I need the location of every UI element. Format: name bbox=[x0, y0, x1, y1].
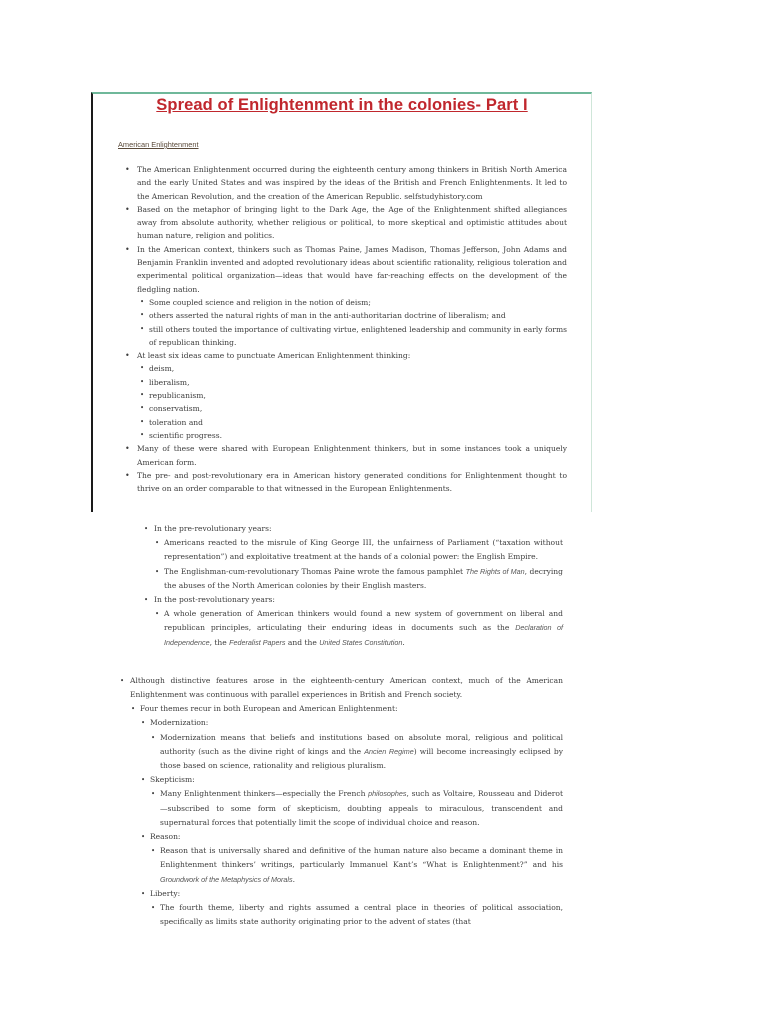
list-item bbox=[154, 607, 563, 650]
sub-list bbox=[154, 607, 563, 650]
list-item: • The pre- and post-revolutionary era in American history generated conditions for Enlightenment thought to thrive on an order comparable to that witnessed in the European Enlightenments. bbox=[119, 469, 567, 496]
list-item bbox=[154, 565, 563, 593]
list-item: • conservatism, bbox=[138, 402, 567, 415]
list-item bbox=[142, 593, 563, 650]
list-item-text: Modernization means that beliefs and institutions based on absolute moral, religious and political authority (such as the divine right of kings and the bbox=[160, 732, 563, 756]
list-item bbox=[150, 787, 563, 830]
list-item: • still others touted the importance of cultivating virtue, enlightened leadership and community in early forms of republican thinking. bbox=[138, 323, 567, 350]
section-heading: American Enlightenment bbox=[118, 140, 199, 149]
list-item: • Many of these were shared with European Enlightenment thinkers, but in some instances took a uniquely American form. bbox=[119, 442, 567, 469]
list-item bbox=[140, 830, 563, 887]
list-item-text: In the American context, thinkers such as Thomas Paine, James Madison, Thomas Jefferson, John Adams and Benjamin Franklin invented and adopted revolutionary ideas about scientific rationality, religious toleration and experimental political organization—ideas that would have far-reaching effects on the development of the fledgling nation. bbox=[137, 244, 567, 294]
sub-list bbox=[150, 844, 563, 887]
list-item bbox=[140, 716, 563, 773]
list-item-text: , such as Voltaire, Rousseau and Diderot—subscribed to some form of skepticism, doubting appeals to miraculous, transcendent and supernatural forces that potentially limit the scope of individual choice and reason. bbox=[160, 789, 563, 827]
list-item bbox=[150, 901, 563, 929]
list-item-text: Modernization: bbox=[150, 718, 209, 728]
list-item-text: In the post-revolutionary years: bbox=[154, 595, 275, 605]
sub-list bbox=[150, 901, 563, 929]
slide-part-2 bbox=[118, 514, 568, 934]
sub-list bbox=[130, 702, 563, 929]
list-item-text: , the bbox=[209, 637, 230, 647]
list-item bbox=[119, 243, 567, 349]
list-item-text: The fourth theme, liberty and rights assumed a central place in theories of political association, specifically as limits state authority originating prior to the advent of states (that bbox=[160, 903, 563, 927]
list-item-text: , decrying the abuses of the North American colonies by their English masters. bbox=[164, 566, 563, 590]
list-item-text: In the pre-revolutionary years: bbox=[154, 524, 272, 533]
list-item bbox=[154, 536, 563, 564]
list-item bbox=[150, 731, 563, 774]
list-item-text: . bbox=[402, 637, 405, 647]
list-item-emphasis: United States Constitution bbox=[319, 637, 403, 647]
list-item bbox=[142, 522, 563, 593]
sub-list bbox=[150, 787, 563, 830]
list-item-text: Reason that is universally shared and definitive of the human nature also became a dominant theme in Enlightenment thinkers’ writings, particularly Immanuel Kant’s “What is Enlightenment?” and his bbox=[160, 846, 563, 870]
list-item-text: . bbox=[292, 874, 296, 884]
list-item bbox=[119, 349, 567, 442]
bullet-list bbox=[118, 522, 563, 929]
list-item: • scientific progress. bbox=[138, 429, 567, 442]
list-item: • Some coupled science and religion in the notion of deism; bbox=[138, 296, 567, 309]
list-item bbox=[140, 773, 563, 830]
list-item: • deism, bbox=[138, 362, 567, 375]
list-item-text: ) will become increasingly eclipsed by those based on science, rationality and religious pluralism. bbox=[160, 746, 563, 771]
list-item-text: Americans reacted to the misrule of King George III, the unfairness of Parliament (“taxation without representation”) and exploitative treatment at the hands of a colonial power: the English Empire. bbox=[164, 538, 563, 562]
spacer bbox=[118, 650, 563, 674]
sub-list bbox=[154, 536, 563, 593]
list-item: • others asserted the natural rights of man in the anti-authoritarian doctrine of liberalism; and bbox=[138, 309, 567, 322]
list-item-text: Reason: bbox=[150, 832, 181, 842]
list-item-text: Many Enlightenment thinkers—especially the French bbox=[160, 789, 369, 799]
page-title: Spread of Enlightenment in the colonies- Part I bbox=[156, 96, 528, 114]
list-item-text: At least six ideas came to punctuate American Enlightenment thinking: bbox=[137, 351, 411, 361]
list-item-text: Skepticism: bbox=[150, 775, 195, 785]
list-item: • toleration and bbox=[138, 416, 567, 429]
list-item bbox=[150, 844, 563, 887]
list-item bbox=[130, 702, 563, 929]
list-item-text: and the bbox=[285, 637, 320, 647]
list-item: • Based on the metaphor of bringing light to the Dark Age, the Age of the Enlightenment shifted allegiances away from absolute authority, whether religious or political, to more skeptical and optimistic attitudes about human nature, religion and politics. bbox=[119, 203, 567, 243]
list-item: • The American Enlightenment occurred during the eighteenth century among thinkers in British North America and the early United States and was inspired by the ideas of the British and French Enlightenments. It led to the American Revolution, and the creation of the American Republic. selfstudyhistory.com bbox=[119, 163, 567, 203]
list-item-emphasis: The Rights of Man bbox=[465, 566, 525, 576]
bullet-list bbox=[119, 163, 567, 495]
sub-list bbox=[138, 362, 567, 442]
sub-list bbox=[150, 731, 563, 774]
list-item-text: A whole generation of American thinkers would found a new system of government on liberal and republican principles, articulating their enduring ideas in documents such as the bbox=[164, 609, 563, 633]
slide-part-1 bbox=[91, 92, 592, 512]
list-item-emphasis: philosophes bbox=[368, 789, 407, 799]
list-item-emphasis: Federalist Papers bbox=[229, 637, 286, 647]
list-item-emphasis: Groundwork of the Metaphysics of Morals bbox=[160, 874, 293, 884]
list-item: • liberalism, bbox=[138, 376, 567, 389]
list-item bbox=[118, 674, 563, 930]
list-item-emphasis: Ancien Regime bbox=[364, 746, 414, 756]
list-item-text: Four themes recur in both European and American Enlightenment: bbox=[140, 704, 398, 714]
sub-list bbox=[138, 296, 567, 349]
list-item-text: Although distinctive features arose in the eighteenth-century American context, much of the American Enlightenment was continuous with parallel experiences in British and French society. bbox=[130, 675, 563, 700]
list-item-text: The Englishman-cum-revolutionary Thomas Paine wrote the famous pamphlet bbox=[164, 566, 466, 576]
list-item: • republicanism, bbox=[138, 389, 567, 402]
list-item bbox=[140, 887, 563, 930]
list-item-text: Liberty: bbox=[150, 888, 181, 898]
list-item-emphasis: Declaration of Independence bbox=[164, 623, 563, 647]
sub-list bbox=[140, 716, 563, 929]
